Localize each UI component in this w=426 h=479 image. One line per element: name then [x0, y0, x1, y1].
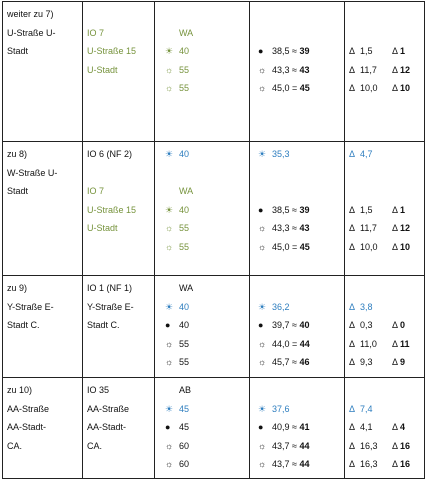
night-icon: ● — [258, 46, 264, 57]
level-line — [254, 335, 340, 354]
difference-value: 11,7 — [360, 223, 377, 234]
delta-rounded-icon: Δ — [392, 422, 398, 433]
level-value: 36,2 — [272, 301, 290, 312]
delta-rounded-icon: Δ — [392, 83, 398, 94]
immission-point-line: CA. — [87, 440, 103, 451]
limit-value-line — [159, 335, 245, 354]
limit-value: 40 — [179, 320, 190, 331]
limit-value: AB — [179, 385, 192, 395]
location-line: AA-Stadt- — [7, 422, 47, 433]
difference-line — [349, 335, 420, 354]
limit-value: WA — [179, 283, 194, 293]
difference-line — [349, 182, 420, 201]
level-line — [254, 61, 340, 80]
immission-point-line: IO 7 — [87, 27, 105, 38]
location-cell — [3, 142, 83, 276]
sun-icon: ☼ — [165, 241, 174, 252]
limit-value-line — [159, 298, 245, 317]
limit-value-line — [159, 400, 245, 419]
level-value: 40,9 ≈ — [272, 422, 297, 433]
difference-value: 0,3 — [360, 320, 373, 331]
limit-value: WA — [179, 27, 194, 38]
location-line: U-Straße U- — [7, 27, 56, 38]
difference-line — [349, 61, 420, 80]
difference-line — [349, 400, 420, 419]
delta-icon: Δ — [349, 64, 356, 75]
night-icon: ● — [165, 320, 171, 331]
level-cell — [250, 378, 345, 479]
delta-rounded-icon: Δ — [392, 204, 398, 215]
limit-value-cell — [155, 142, 250, 276]
sun-icon: ☼ — [165, 440, 174, 451]
table-row — [3, 2, 425, 142]
level-rounded: 45 — [299, 83, 310, 94]
limit-value: WA — [179, 186, 194, 197]
level-line — [254, 42, 340, 61]
difference-rounded: 12 — [400, 64, 411, 75]
immission-point-line: Stadt C. — [87, 320, 120, 331]
immission-point-line — [87, 164, 150, 183]
delta-icon: Δ — [349, 338, 356, 349]
sun-icon: ☼ — [165, 357, 174, 368]
difference-value: 16,3 — [360, 440, 378, 451]
sun-icon: ☼ — [165, 338, 174, 349]
difference-line — [349, 455, 420, 474]
level-line — [254, 145, 340, 164]
difference-rounded: 16 — [400, 459, 411, 470]
sun-icon: ☼ — [165, 223, 174, 234]
sun-icon: ☼ — [258, 223, 267, 234]
table-body — [3, 2, 425, 479]
limit-value: 45 — [179, 403, 190, 414]
level-value: 45,0 = — [272, 83, 298, 94]
immission-point-cell — [83, 142, 155, 276]
delta-icon: Δ — [349, 403, 356, 414]
difference-value: 7,4 — [360, 403, 373, 414]
location-line: weiter zu 7) — [7, 9, 54, 19]
limit-value-line — [159, 164, 245, 183]
delta-rounded-icon: Δ — [392, 338, 398, 349]
level-value: 35,3 — [272, 149, 290, 159]
immission-point-line: AA-Stadt- — [87, 422, 127, 433]
limit-value-cell — [155, 378, 250, 479]
immission-point-line: IO 1 (NF 1) — [87, 283, 133, 293]
level-value: 45,7 ≈ — [272, 357, 297, 368]
level-line — [254, 24, 340, 43]
difference-line — [349, 418, 420, 437]
immission-point-line: AA-Straße — [87, 403, 130, 414]
difference-line — [349, 279, 420, 298]
level-line — [254, 79, 340, 98]
limit-value-line — [159, 5, 245, 24]
difference-line — [349, 79, 420, 98]
level-line — [254, 418, 340, 437]
difference-line — [349, 353, 420, 372]
limit-value: 55 — [179, 223, 190, 234]
sun-icon: ☼ — [258, 459, 267, 470]
level-rounded: 39 — [299, 204, 310, 215]
delta-icon: Δ — [349, 149, 356, 159]
location-line: Stadt C. — [7, 320, 40, 331]
limit-value-line — [159, 219, 245, 238]
difference-value: 3,8 — [360, 301, 373, 312]
immission-point-cell — [83, 276, 155, 378]
immission-point-line — [87, 5, 150, 24]
immission-point-line: IO 35 — [87, 385, 110, 395]
level-line — [254, 381, 340, 400]
level-line — [254, 437, 340, 456]
level-rounded: 43 — [299, 64, 310, 75]
difference-rounded: 16 — [400, 440, 411, 451]
difference-value: 10,0 — [360, 241, 378, 252]
difference-value: 1,5 — [360, 46, 373, 57]
limit-value: 40 — [179, 301, 190, 312]
delta-icon: Δ — [349, 241, 356, 252]
delta-rounded-icon: Δ — [392, 46, 398, 57]
difference-value: 11,0 — [360, 338, 377, 349]
level-value: 44,0 = — [272, 338, 298, 349]
difference-rounded: 1 — [400, 204, 406, 215]
difference-line — [349, 437, 420, 456]
difference-cell — [345, 2, 425, 142]
level-line — [254, 5, 340, 24]
delta-icon: Δ — [349, 320, 356, 331]
limit-value-cell — [155, 276, 250, 378]
day-icon: ☀ — [258, 149, 267, 159]
delta-icon: Δ — [349, 440, 356, 451]
level-rounded: 43 — [299, 223, 310, 234]
limit-value: 40 — [179, 204, 190, 215]
level-line — [254, 298, 340, 317]
difference-rounded: 10 — [400, 83, 411, 94]
difference-rounded: 0 — [400, 320, 406, 331]
immission-point-line: U-Straße 15 — [87, 204, 137, 215]
location-cell — [3, 276, 83, 378]
level-value: 43,7 ≈ — [272, 459, 297, 470]
sun-icon: ☼ — [165, 83, 174, 94]
limit-value: 40 — [179, 46, 190, 57]
delta-icon: Δ — [349, 357, 356, 368]
limit-value-line — [159, 418, 245, 437]
delta-rounded-icon: Δ — [392, 241, 398, 252]
level-line — [254, 316, 340, 335]
delta-rounded-icon: Δ — [392, 64, 398, 75]
level-cell — [250, 142, 345, 276]
table-row — [3, 276, 425, 378]
limit-value-line — [159, 279, 245, 298]
difference-rounded: 12 — [400, 223, 411, 234]
level-rounded: 41 — [299, 422, 310, 433]
difference-line — [349, 5, 420, 24]
delta-rounded-icon: Δ — [392, 440, 398, 451]
difference-cell — [345, 276, 425, 378]
difference-value: 11,7 — [360, 64, 377, 75]
location-line: CA. — [7, 440, 23, 451]
level-cell — [250, 2, 345, 142]
difference-line — [349, 219, 420, 238]
level-line — [254, 164, 340, 183]
noise-table — [2, 1, 425, 479]
sun-icon: ☼ — [258, 357, 267, 368]
level-rounded: 44 — [299, 459, 310, 470]
sun-icon: ☼ — [165, 64, 174, 75]
level-rounded: 44 — [299, 440, 310, 451]
difference-value: 9,3 — [360, 357, 373, 368]
difference-value: 1,5 — [360, 204, 373, 215]
day-icon: ☀ — [258, 301, 267, 312]
limit-value-line — [159, 201, 245, 220]
limit-value: 40 — [179, 149, 190, 159]
delta-icon: Δ — [349, 422, 356, 433]
sun-icon: ☼ — [258, 64, 267, 75]
difference-value: 4,1 — [360, 422, 373, 433]
level-line — [254, 238, 340, 257]
night-icon: ● — [258, 204, 264, 215]
limit-value-line — [159, 145, 245, 164]
limit-value-line — [159, 182, 245, 201]
level-line — [254, 182, 340, 201]
level-value: 38,5 ≈ — [272, 204, 297, 215]
day-icon: ☀ — [165, 403, 174, 414]
level-line — [254, 353, 340, 372]
sun-icon: ☼ — [258, 338, 267, 349]
limit-value-line — [159, 79, 245, 98]
sun-icon: ☼ — [258, 440, 267, 451]
day-icon: ☀ — [165, 149, 174, 159]
location-line: Y-Straße E- — [7, 301, 54, 312]
sun-icon: ☼ — [258, 241, 267, 252]
level-rounded: 40 — [299, 320, 310, 331]
level-rounded: 45 — [299, 241, 310, 252]
level-rounded: 46 — [299, 357, 310, 368]
limit-value: 55 — [179, 357, 190, 368]
immission-point-line: IO 7 — [87, 186, 105, 197]
level-line — [254, 279, 340, 298]
night-icon: ● — [258, 422, 264, 433]
night-icon: ● — [258, 320, 264, 331]
difference-line — [349, 24, 420, 43]
day-icon: ☀ — [165, 46, 174, 57]
difference-line — [349, 238, 420, 257]
level-value: 45,0 = — [272, 241, 298, 252]
location-line: Stadt — [7, 186, 29, 197]
delta-rounded-icon: Δ — [392, 223, 398, 234]
difference-cell — [345, 142, 425, 276]
level-rounded: 44 — [299, 338, 310, 349]
limit-value-line — [159, 42, 245, 61]
difference-rounded: 11 — [400, 338, 410, 349]
delta-icon: Δ — [349, 223, 356, 234]
level-line — [254, 400, 340, 419]
limit-value: 55 — [179, 241, 190, 252]
difference-cell — [345, 378, 425, 479]
level-rounded: 39 — [299, 46, 310, 57]
limit-value: 60 — [179, 440, 190, 451]
limit-value: 55 — [179, 338, 190, 349]
difference-line — [349, 298, 420, 317]
difference-line — [349, 164, 420, 183]
limit-value-line — [159, 353, 245, 372]
delta-icon: Δ — [349, 301, 356, 312]
sun-icon: ☼ — [165, 459, 174, 470]
location-line: zu 9) — [7, 283, 28, 293]
day-icon: ☀ — [165, 204, 174, 215]
location-line: zu 8) — [7, 149, 28, 159]
limit-value-line — [159, 455, 245, 474]
difference-line — [349, 381, 420, 400]
limit-value-cell — [155, 2, 250, 142]
limit-value: 55 — [179, 83, 190, 94]
difference-rounded: 1 — [400, 46, 406, 57]
table-row — [3, 378, 425, 479]
level-value: 43,7 ≈ — [272, 440, 297, 451]
level-cell — [250, 276, 345, 378]
sun-icon: ☼ — [258, 83, 267, 94]
delta-rounded-icon: Δ — [392, 459, 398, 470]
limit-value-line — [159, 61, 245, 80]
location-line: W-Straße U- — [7, 167, 58, 178]
table-row — [3, 142, 425, 276]
immission-point-line: IO 6 (NF 2) — [87, 149, 133, 159]
level-value: 39,7 ≈ — [272, 320, 297, 331]
limit-value-line — [159, 238, 245, 257]
location-line: zu 10) — [7, 385, 33, 395]
difference-line — [349, 316, 420, 335]
delta-icon: Δ — [349, 204, 356, 215]
immission-point-cell — [83, 378, 155, 479]
difference-rounded: 4 — [400, 422, 406, 433]
level-line — [254, 201, 340, 220]
location-line: AA-Straße — [7, 403, 50, 414]
location-line: Stadt — [7, 46, 29, 57]
immission-point-line: U-Straße 15 — [87, 46, 137, 57]
delta-icon: Δ — [349, 46, 356, 57]
limit-value: 55 — [179, 64, 190, 75]
level-line — [254, 219, 340, 238]
location-cell — [3, 378, 83, 479]
night-icon: ● — [165, 422, 171, 433]
difference-rounded: 9 — [400, 357, 406, 368]
limit-value-line — [159, 437, 245, 456]
level-value: 43,3 ≈ — [272, 64, 297, 75]
level-value: 38,5 ≈ — [272, 46, 297, 57]
delta-icon: Δ — [349, 459, 356, 470]
immission-point-line: U-Stadt — [87, 64, 118, 75]
limit-value-line — [159, 381, 245, 400]
difference-line — [349, 145, 420, 164]
difference-rounded: 10 — [400, 241, 411, 252]
immission-point-cell — [83, 2, 155, 142]
level-value: 43,3 ≈ — [272, 223, 297, 234]
day-icon: ☀ — [258, 403, 267, 414]
level-line — [254, 455, 340, 474]
level-value: 37,6 — [272, 403, 290, 414]
delta-rounded-icon: Δ — [392, 320, 398, 331]
difference-line — [349, 42, 420, 61]
immission-point-line: Y-Straße E- — [87, 301, 134, 312]
delta-rounded-icon: Δ — [392, 357, 398, 368]
immission-point-line: U-Stadt — [87, 223, 118, 234]
day-icon: ☀ — [165, 301, 174, 312]
difference-value: 4,7 — [360, 149, 373, 159]
location-cell — [3, 2, 83, 142]
limit-value: 45 — [179, 422, 190, 433]
limit-value-line — [159, 316, 245, 335]
limit-value-line — [159, 24, 245, 43]
limit-value: 60 — [179, 459, 190, 470]
delta-icon: Δ — [349, 83, 356, 94]
difference-value: 16,3 — [360, 459, 378, 470]
difference-value: 10,0 — [360, 83, 378, 94]
difference-line — [349, 201, 420, 220]
